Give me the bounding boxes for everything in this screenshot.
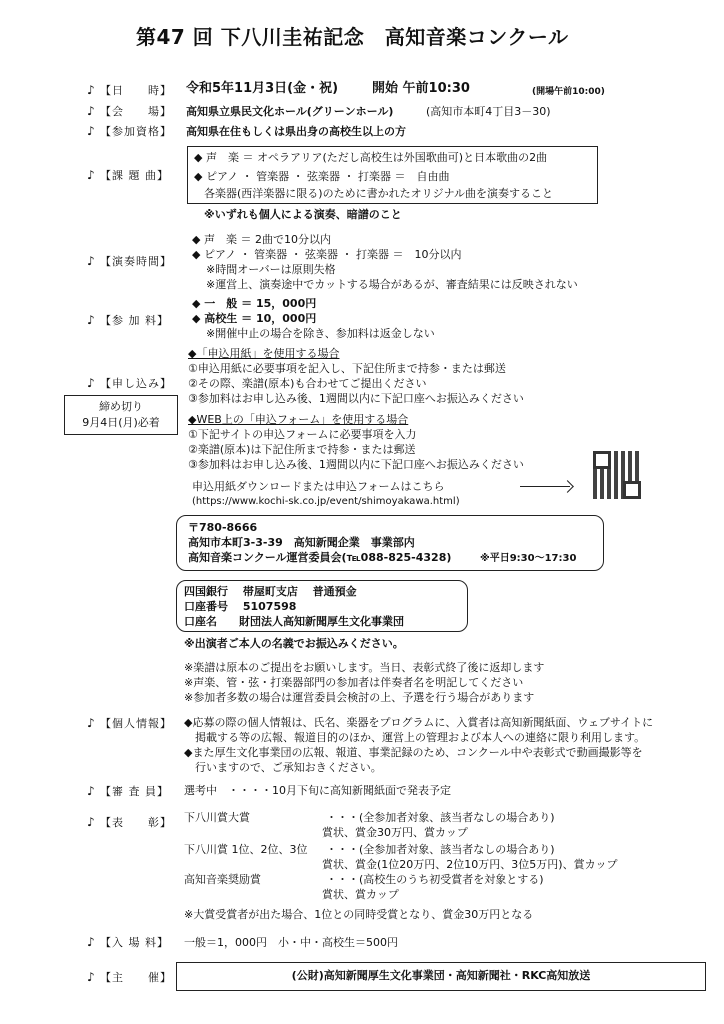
- music-note-icon: ♪: [87, 376, 95, 390]
- page-title: 第47 回 下八川圭祐記念 高知音楽コンクール: [136, 25, 569, 49]
- fee-student: ◆ 高校生 ＝ 10，000円: [192, 312, 317, 325]
- music-note-icon: ♪: [87, 124, 95, 138]
- time-note-2: ※運営上、演奏途中でカットする場合があるが、審査結果には反映されない: [206, 278, 578, 291]
- apply-paper-heading: ◆「申込用紙」を使用する場合: [188, 347, 340, 360]
- contact-org: 高知音楽コンクール運営委員会(℡088-825-4328): [188, 551, 452, 564]
- label-venue: 【会 場】: [100, 105, 172, 118]
- award-encourage-prize: 賞状、賞カップ: [322, 888, 399, 901]
- awards-note: ※大賞受賞者が出た場合、1位との同時受賞となり、賞金30万円となる: [184, 908, 534, 921]
- judges-text: 選考中 ・・・・10月下旬に高知新聞紙面で発表予定: [184, 784, 451, 797]
- award-encourage-scope: ・・・(高校生のうち初受賞者を対象とする): [326, 873, 544, 886]
- pieces-instrument: ◆ ピアノ ・ 管楽器 ・ 弦楽器 ・ 打楽器 ＝ 自由曲: [194, 170, 450, 183]
- privacy-line-2: 掲載する等の広報、報道目的のほか、運営上の管理および本人への連絡に限り利用します。: [184, 731, 646, 744]
- award-encourage: 高知音楽奨励賞: [184, 873, 261, 886]
- privacy-line-3: ◆また厚生文化事業団の広報、報道、事業記録のため、コンクール中や表彰式で動画撮影等を: [184, 746, 643, 759]
- note-preliminary: ※参加者多数の場合は運営委員会検討の上、予選を行う場合があります: [184, 691, 535, 704]
- contact-zip: 〒780-8666: [188, 521, 258, 534]
- label-date: 【日 時】: [100, 84, 172, 97]
- privacy-line-1: ◆応募の際の個人情報は、氏名、楽器をプログラムに、入賞者は高知新聞紙面、ウェブサイトに: [184, 716, 654, 729]
- venue-name: 高知県立県民文化ホール(グリーンホール): [186, 105, 394, 118]
- bank-note: ※出演者ご本人の名義でお振込みください。: [184, 637, 404, 650]
- privacy-line-4: 行いますので、ご承知おきください。: [184, 761, 382, 774]
- time-note-1: ※時間オーバーは原則失格: [206, 263, 336, 276]
- apply-paper-step-2: ②その際、楽譜(原本)も合わせてご提出ください: [188, 377, 427, 390]
- qr-code-icon[interactable]: [593, 451, 641, 499]
- award-rank: 下八川賞 1位、2位、3位: [184, 843, 308, 856]
- contact-address: 高知市本町3-3-39 高知新聞企業 事業部内: [188, 536, 415, 549]
- label-apply: 【申し込み】: [100, 377, 172, 390]
- music-note-icon: ♪: [87, 970, 95, 984]
- time-vocal: ◆ 声 楽 ＝ 2曲で10分以内: [192, 233, 331, 246]
- label-fee: 【参 加 料】: [100, 314, 169, 327]
- apply-paper-step-3: ③参加料はお申し込み後、1週間以内に下記口座へお振込みください: [188, 392, 524, 405]
- award-rank-scope: ・・・(全参加者対象、該当者なしの場合あり): [326, 843, 555, 856]
- bank-account-number: 口座番号 5107598: [184, 600, 297, 613]
- eligibility-text: 高知県在住もしくは県出身の高校生以上の方: [186, 125, 406, 138]
- note-accompanist: ※声楽、管・弦・打楽器部門の参加者は伴奏者名を明記してください: [184, 676, 524, 689]
- fee-note: ※開催中止の場合を除き、参加料は返金しない: [206, 327, 435, 340]
- label-awards: 【表 彰】: [100, 816, 172, 829]
- start-time: 開始 午前10:30: [372, 81, 470, 96]
- download-text: 申込用紙ダウンロードまたは申込フォームはこちら: [192, 480, 445, 493]
- note-score: ※楽譜は原本のご提出をお願いします。当日、表彰式終了後に返却します: [184, 661, 545, 674]
- label-judges: 【審 査 員】: [100, 785, 169, 798]
- pieces-vocal: ◆ 声 楽 ＝ オペラアリア(ただし高校生は外国歌曲可)と日本歌曲の2曲: [194, 151, 548, 164]
- music-note-icon: ♪: [87, 83, 95, 97]
- music-note-icon: ♪: [87, 935, 95, 949]
- label-pieces: 【課 題 曲】: [100, 169, 169, 182]
- music-note-icon: ♪: [87, 313, 95, 327]
- apply-web-heading: ◆WEB上の「申込フォーム」を使用する場合: [188, 413, 409, 426]
- open-time: (開場午前10:00): [532, 87, 605, 97]
- apply-paper-step-1: ①申込用紙に必要事項を記入し、下記住所まで持参・または郵送: [188, 362, 506, 375]
- contact-hours: ※平日9:30～17:30: [480, 553, 577, 564]
- label-privacy: 【個人情報】: [100, 717, 172, 730]
- music-note-icon: ♪: [87, 168, 95, 182]
- time-instrument: ◆ ピアノ ・ 管楽器 ・ 弦楽器 ・ 打楽器 ＝ 10分以内: [192, 248, 462, 261]
- label-eligibility: 【参加資格】: [100, 125, 172, 138]
- pieces-note: ※いずれも個人による演奏、暗譜のこと: [204, 208, 402, 221]
- music-note-icon: ♪: [87, 254, 95, 268]
- music-note-icon: ♪: [87, 784, 95, 798]
- arrow-right-icon: [520, 486, 570, 487]
- music-note-icon: ♪: [87, 104, 95, 118]
- deadline-label: 締め切り: [99, 400, 143, 413]
- venue-address: (高知市本町4丁目3－30): [426, 105, 551, 118]
- award-rank-prize: 賞状、賞金(1位20万円、2位10万円、3位5万円)、賞カップ: [322, 858, 618, 871]
- apply-web-step-1: ①下記サイトの申込フォームに必要事項を入力: [188, 428, 417, 441]
- bank-account-name: 口座名 財団法人高知新聞厚生文化事業団: [184, 615, 404, 628]
- music-note-icon: ♪: [87, 815, 95, 829]
- deadline-date: 9月4日(月)必着: [82, 416, 160, 429]
- award-grand-prize: 賞状、賞金30万円、賞カップ: [322, 826, 468, 839]
- award-grand-scope: ・・・(全参加者対象、該当者なしの場合あり): [326, 811, 555, 824]
- download-url[interactable]: (https://www.kochi-sk.co.jp/event/shimoyakawa.html): [192, 496, 460, 507]
- apply-web-step-3: ③参加料はお申し込み後、1週間以内に下記口座へお振込みください: [188, 458, 524, 471]
- label-admission: 【入 場 料】: [100, 936, 169, 949]
- event-date: 令和5年11月3日(金・祝): [186, 81, 339, 96]
- bank-branch: 四国銀行 帯屋町支店 普通預金: [184, 585, 357, 598]
- fee-general: ◆ 一 般 ＝ 15，000円: [192, 297, 317, 310]
- music-note-icon: ♪: [87, 716, 95, 730]
- award-grand: 下八川賞大賞: [184, 811, 250, 824]
- apply-web-step-2: ②楽譜(原本)は下記住所まで持参・または郵送: [188, 443, 416, 456]
- label-sponsor: 【主 催】: [100, 971, 172, 984]
- admission-text: 一般＝1，000円 小・中・高校生＝500円: [184, 936, 398, 949]
- pieces-instrument-note: 各楽器(西洋楽器に限る)のために書かれたオリジナル曲を演奏すること: [204, 187, 554, 200]
- label-time: 【演奏時間】: [100, 255, 172, 268]
- sponsor-text: (公財)高知新聞厚生文化事業団・高知新聞社・RKC高知放送: [291, 969, 591, 982]
